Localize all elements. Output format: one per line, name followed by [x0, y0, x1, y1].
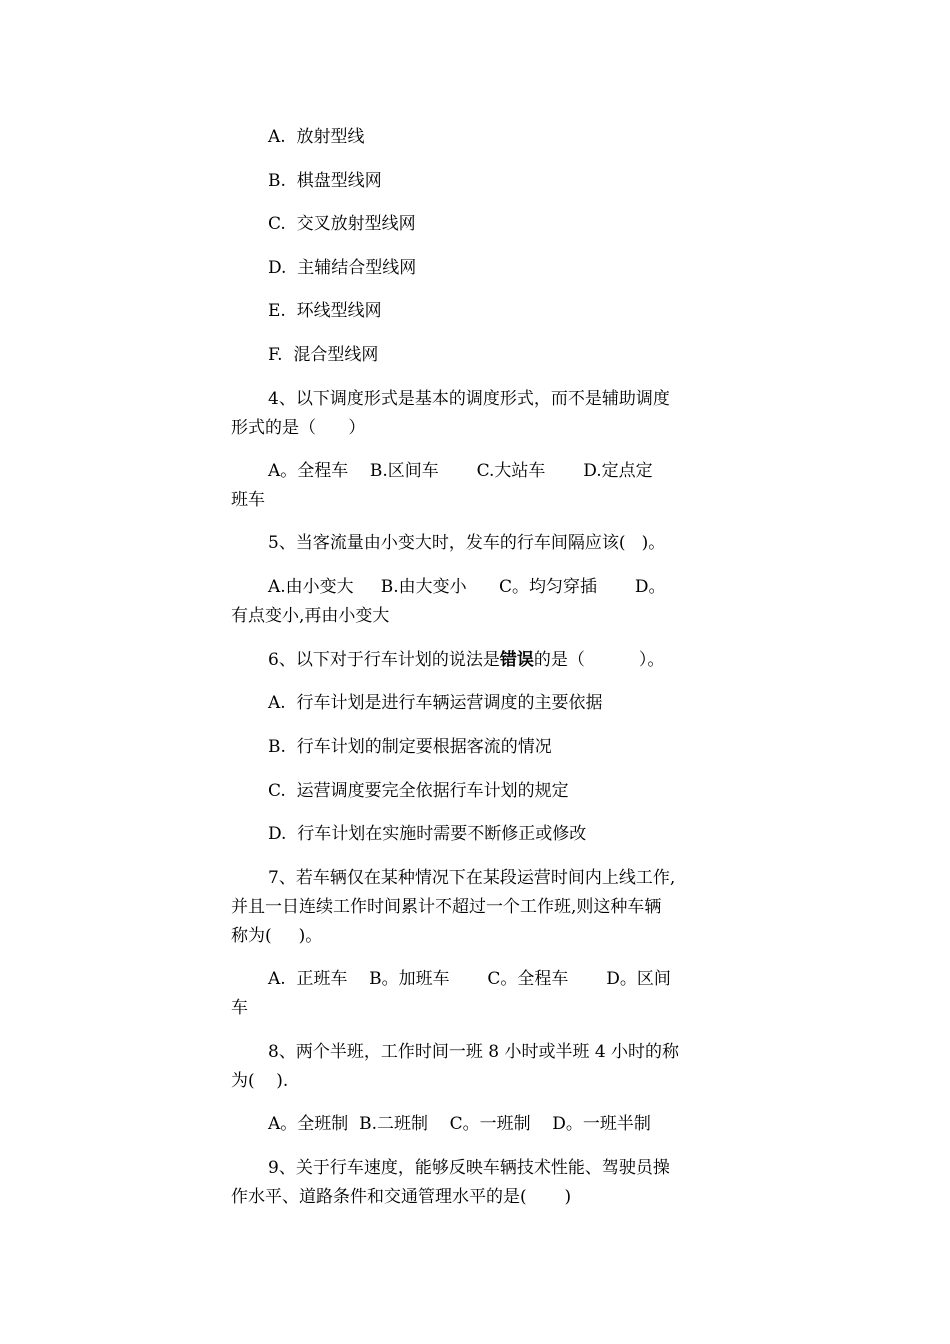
q5-options-line1: A.由小变大 B.由大变小 C。均匀穿插 D。 — [268, 577, 666, 597]
q3-option-d: D. 主辅结合型线网 — [268, 258, 417, 278]
q6-stem-post: 的是（ ）。 — [533, 650, 665, 670]
q6-stem — [268, 650, 664, 670]
q7-stem-line1: 7、若车辆仅在某种情况下在某段运营时间内上线工作, — [268, 868, 676, 888]
q6-stem-emphasis: 错误 — [499, 650, 534, 670]
q3-option-c: C. 交叉放射型线网 — [268, 214, 416, 234]
q3-option-e: E. 环线型线网 — [268, 301, 382, 321]
q4-options-line2: 班车 — [231, 490, 265, 510]
q6-stem-pre: 6、以下对于行车计划的说法是 — [268, 650, 500, 670]
q4-stem-line2: 形式的是（ ） — [231, 418, 366, 438]
q7-stem-line3: 称为( )。 — [231, 926, 323, 946]
q6-option-c: C. 运营调度要完全依据行车计划的规定 — [268, 781, 569, 801]
q9-stem-line1: 9、关于行车速度，能够反映车辆技术性能、驾驶员操 — [268, 1158, 670, 1178]
q4-stem-line1: 4、以下调度形式是基本的调度形式，而不是辅助调度 — [268, 389, 670, 409]
q5-options-line2: 有点变小,再由小变大 — [231, 606, 390, 626]
q6-option-a: A. 行车计划是进行车辆运营调度的主要依据 — [268, 693, 603, 713]
q6-option-b: B. 行车计划的制定要根据客流的情况 — [268, 737, 552, 757]
q3-option-a: A. 放射型线 — [268, 127, 365, 147]
q7-stem-line2: 并且一日连续工作时间累计不超过一个工作班,则这种车辆 — [231, 897, 662, 917]
q8-stem-line1: 8、两个半班，工作时间一班 8 小时或半班 4 小时的称 — [268, 1042, 680, 1062]
q6-option-d: D. 行车计划在实施时需要不断修正或修改 — [268, 824, 587, 844]
q3-option-b: B. 棋盘型线网 — [268, 171, 382, 191]
q4-options-line1: A。全程车 B.区间车 C.大站车 D.定点定 — [268, 461, 653, 481]
q7-options-line1: A. 正班车 B。加班车 C。全程车 D。区间 — [268, 969, 671, 989]
q9-stem-line2: 作水平、道路条件和交通管理水平的是( ) — [231, 1187, 572, 1207]
q8-stem-line2: 为( ). — [231, 1071, 289, 1091]
q5-stem: 5、当客流量由小变大时，发车的行车间隔应该( )。 — [268, 533, 666, 553]
q7-options-line2: 车 — [231, 998, 248, 1018]
q3-option-f: F. 混合型线网 — [268, 345, 379, 365]
q8-options: A。全班制 B.二班制 C。一班制 D。一班半制 — [268, 1114, 651, 1134]
